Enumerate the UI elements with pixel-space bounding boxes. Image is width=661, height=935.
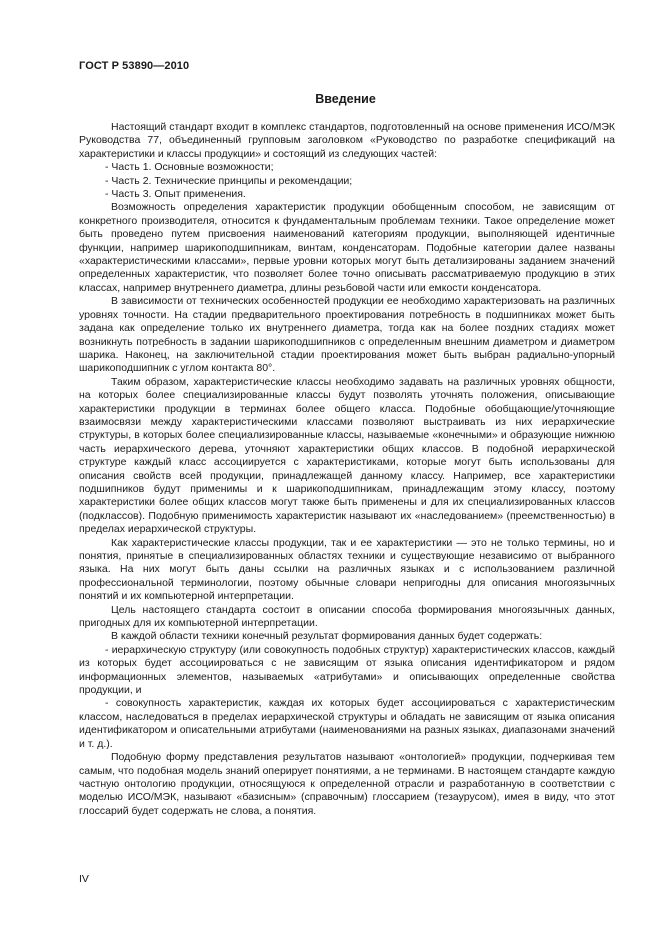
paragraph-purpose: Цель настоящего стандарта состоит в описании способа формирования многоязычных данных, пригодных для их компьютерной интерпретации. xyxy=(79,603,615,630)
body-text xyxy=(79,121,615,818)
paragraph-intro: Настоящий стандарт входит в комплекс стандартов, подготовленный на основе применения ИСО/МЭК Руководства 77, объединенный групповым заголовком «Руководство по разработке спецификаций на характеристики и классы продукции» и состоящий из следующих частей: xyxy=(79,121,615,160)
standard-header: ГОСТ Р 53890—2010 xyxy=(79,60,190,72)
paragraph-accuracy-levels: В зависимости от технических особенностей продукции ее необходимо характеризовать на различных уровнях точности. На стадии предварительного проектирования потребность в подшипниках может быть задана как определение только их внутреннего диаметра, тогда как на более поздних стадиях может возникнуть потребность в задании шарикоподшипников с определенным внешним диаметром и диаметром шарика. Наконец, на заключительной стадии проектирования может быть выбран радиально-упорный шарикоподшипник с углом контакта 80°. xyxy=(79,295,615,375)
paragraph-concepts: Как характеристические классы продукции, так и ее характеристики — это не только термины, но и понятия, принятые в специализированных областях техники и существующие независимо от выбранного языка. На них могут быть даны ссылки на различных языках и с использованием различной профессиональной терминологии, поэтому обычные словари непригодны для описания многоязычных понятий и их компьютерной интерпретации. xyxy=(79,536,615,603)
list-item-characteristics: - совокупность характеристик, каждая их которых будет ассоциироваться с характеристическим классом, наследоваться в пределах иерархической структуры и обладать не зависящим от языка описания идентификатором и описательными атрибутами (наименованиями на разных языках, диапазонами значений и т. д.). xyxy=(79,697,615,750)
list-item-part1: - Часть 1. Основные возможности; xyxy=(105,161,274,174)
list-item-part3: - Часть 3. Опыт применения. xyxy=(105,188,246,201)
paragraph-result-intro: В каждой области техники конечный результат формирования данных будет содержать: xyxy=(111,630,543,643)
paragraph-possibility: Возможность определения характеристик продукции обобщенным способом, не зависящим от конкретного производителя, относится к фундаментальным проблемам техники. Такое определение может быть проведено путем присвоения наименований категориям продукции, выполняющей идентичные функции, например шарикоподшипникам, винтам, конденсаторам. Подобные категории далее названы «характеристическими классами», первые уровни которых могут быть детализированы заданием значений определенных характеристик, что позволяет более точно описывать рассматриваемую продукцию в этих классах, например внутреннего диаметра, длины резьбовой части или емкости конденсатора. xyxy=(79,201,615,294)
paragraph-hierarchy: Таким образом, характеристические классы необходимо задавать на различных уровнях общности, на которых более специализированные классы будут позволять уточнять положения, описывающие характеристики продукции в терминах более общего класса. Подобные обобщающие/уточняющие взаимосвязи между характеристическими классами позволяют выстраивать из них иерархические структуры, в которых более специализированные классы, называемые «конечными» и образующие нижнюю часть иерархического дерева, уточняют характеристики общих классов. В подобной иерархической структуре каждый класс ассоциируется с характеристиками, которые могут быть использованы для описания свойств всей продукции, принадлежащей данному классу. Например, все характеристики подшипников будут применимы и к шарикоподшипникам, принадлежащим этому классу, поэтому характеристики более общих классов могут также быть применены и для их специализированных классов (подклассов). Подобную применимость характеристик называют их «наследованием» (преемственностью) в пределах иерархической структуры. xyxy=(79,375,615,536)
list-item-part2: - Часть 2. Технические принципы и рекомендации; xyxy=(105,174,353,187)
list-item-hierarchy: - иерархическую структуру (или совокупность подобных структур) характеристических классов, каждый из которых будет ассоциироваться с не зависящим от языка описания идентификатором и рядом информационных элементов, называемых «атрибутами» и описывающих определенные свойства продукции, и xyxy=(79,643,615,697)
page-number: IV xyxy=(79,873,89,885)
paragraph-ontology: Подобную форму представления результатов называют «онтологией» продукции, подчеркивая тем самым, что подобная модель знаний оперирует понятиями, а не терминами. В настоящем стандарте каждую частную онтологию продукции, относящуюся к определенной отрасли и разработанную в соответствии с моделью ИСО/МЭК, называют «базисным» (справочным) глоссарием (тезаурусом), имея в виду, что этот глоссарий будет содержать не слова, а понятия. xyxy=(79,751,615,817)
section-title: Введение xyxy=(315,92,376,106)
